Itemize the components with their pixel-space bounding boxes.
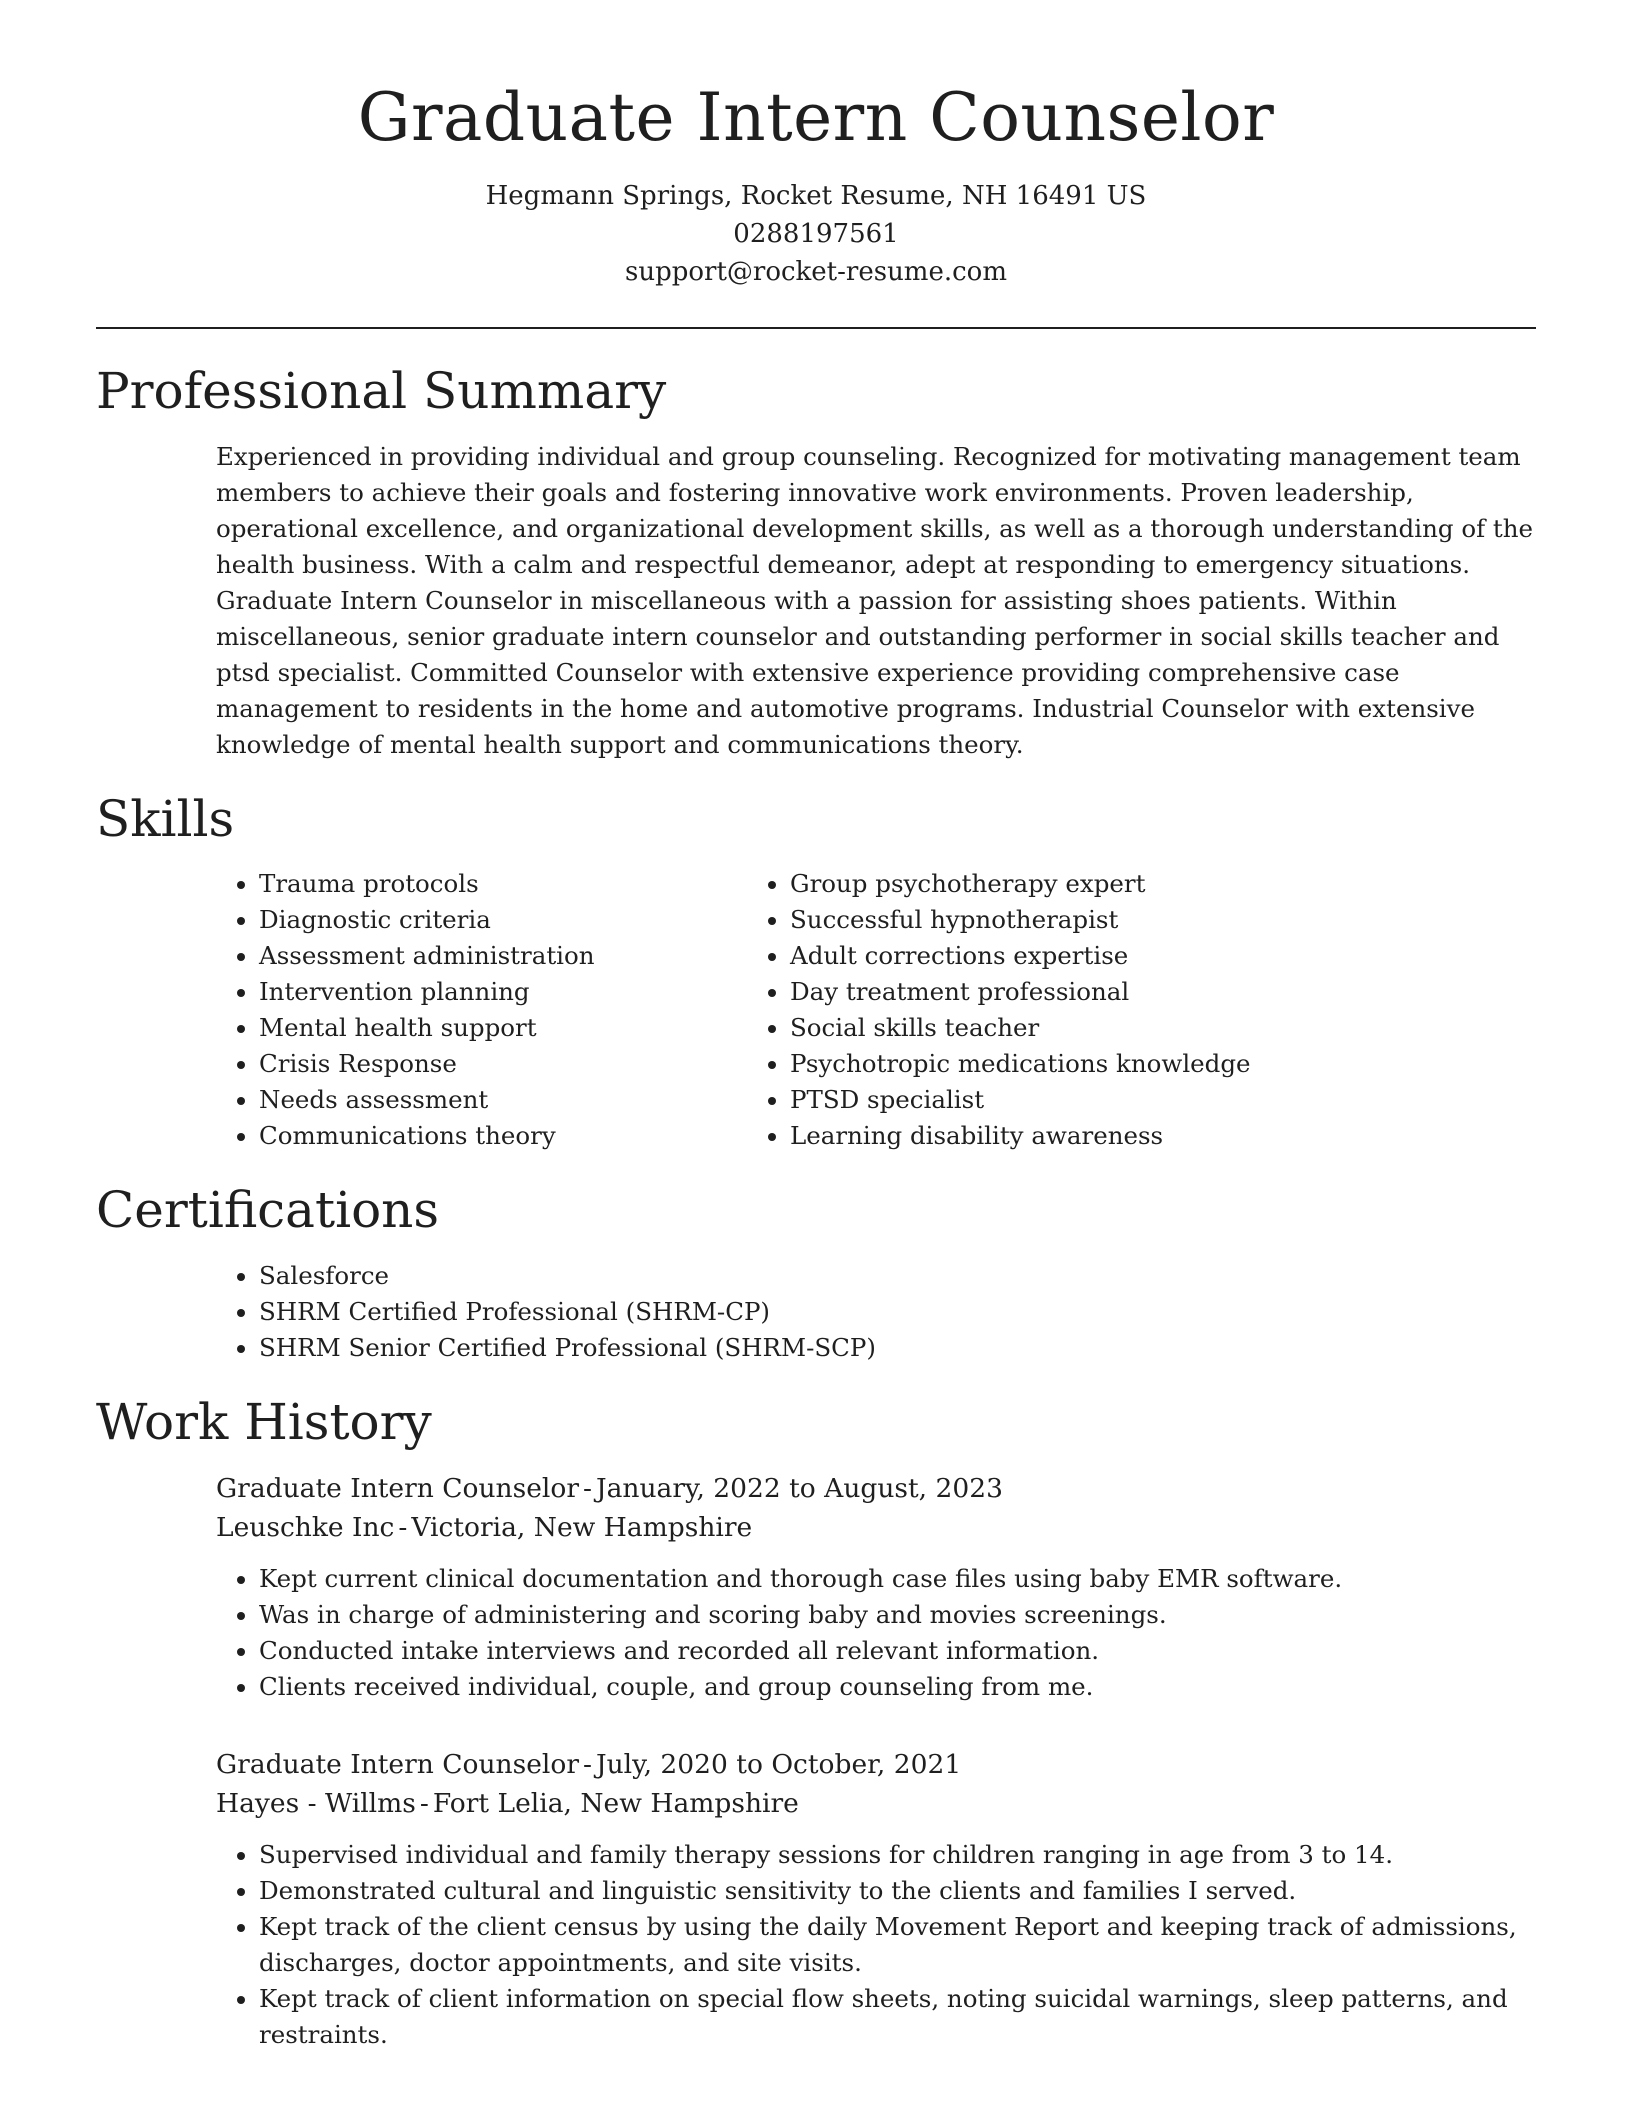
skills-list-right [746, 866, 1536, 1154]
job-bullet: • Supervised individual and family therapy sessions for children ranging in age from 3 to 14. [259, 1837, 1536, 1873]
work-history-section [96, 1394, 1536, 2054]
summary-section [96, 363, 1536, 763]
job-bullet: • Kept track of the client census by using the daily Movement Report and keeping track of admissions, discharges, doctor appointments, and site visits. [259, 1909, 1536, 1981]
certification-item: • SHRM Senior Certified Professional (SHRM-SCP) [259, 1330, 1536, 1366]
job-company-line [96, 1784, 1536, 1823]
skill-item: • Assessment administration [259, 938, 746, 974]
header-divider [96, 327, 1536, 329]
job-bullet: • Clients received individual, couple, and group counseling from me. [259, 1669, 1536, 1705]
work-history-heading: Work History [96, 1392, 432, 1451]
skill-item: • Crisis Response [259, 1046, 746, 1082]
job-title-line [96, 1745, 1536, 1784]
job-separator: - [398, 1512, 408, 1544]
job-title-line [96, 1469, 1536, 1508]
certifications-section [96, 1182, 1536, 1366]
contact-phone: 0288197561 [733, 219, 899, 250]
job-bullets [96, 1561, 1536, 1705]
job-separator: - [583, 1473, 592, 1505]
job-company: Leuschke Inc [216, 1512, 395, 1544]
skill-item: • Needs assessment [259, 1082, 746, 1118]
summary-heading: Professional Summary [96, 362, 667, 421]
job-entry [96, 1469, 1536, 1705]
certification-item: • Salesforce [259, 1258, 1536, 1294]
skill-item: • Successful hypnotherapist [790, 902, 1536, 938]
skill-item: • Adult corrections expertise [790, 938, 1536, 974]
skills-column-left [96, 866, 746, 1154]
skill-item: • Intervention planning [259, 974, 746, 1010]
skills-heading: Skills [96, 789, 235, 848]
job-bullets [96, 1837, 1536, 2053]
skill-item: • Learning disability awareness [790, 1118, 1536, 1154]
contact-email: support@rocket-resume.com [624, 257, 1007, 288]
job-separator: - [419, 1788, 429, 1820]
skill-item: • Social skills teacher [790, 1010, 1536, 1046]
certifications-heading: Certifications [96, 1181, 440, 1240]
resume-header [96, 78, 1536, 291]
job-separator: - [583, 1749, 592, 1781]
skill-item: • Group psychotherapy expert [790, 866, 1536, 902]
job-company: Hayes - Willms [216, 1788, 416, 1820]
job-dates: January, 2022 to August, 2023 [595, 1473, 1003, 1505]
skill-item: • PTSD specialist [790, 1082, 1536, 1118]
job-bullet: • Was in charge of administering and scoring baby and movies screenings. [259, 1597, 1536, 1633]
skill-item: • Diagnostic criteria [259, 902, 746, 938]
skills-grid [96, 866, 1536, 1154]
skill-item: • Mental health support [259, 1010, 746, 1046]
job-location: Fort Lelia, New Hampshire [432, 1788, 799, 1820]
skills-column-right [746, 866, 1536, 1154]
skill-item: • Day treatment professional [790, 974, 1536, 1010]
job-title: Graduate Intern Counselor [216, 1473, 579, 1505]
certification-item: • SHRM Certified Professional (SHRM-CP) [259, 1294, 1536, 1330]
job-company-line [96, 1508, 1536, 1547]
skill-item: • Trauma protocols [259, 866, 746, 902]
job-list [96, 1469, 1536, 2053]
summary-text: Experienced in providing individual and group counseling. Recognized for motivating management team members to achieve their goals and fostering innovative work environments. Proven leadership, operational excellence, and organizational development skills, as well as a thorough understanding of the health business. With a calm and respectful demeanor, adept at responding to emergency situations. Graduate Intern Counselor in miscellaneous with a passion for assisting shoes patients. Within miscellaneous, senior graduate intern counselor and outstanding performer in social skills teacher and ptsd specialist. Committed Counselor with extensive experience providing comprehensive case management to residents in the home and automotive programs. Industrial Counselor with extensive knowledge of mental health support and communications theory. [216, 441, 1534, 759]
skill-item: • Communications theory [259, 1118, 746, 1154]
job-dates: July, 2020 to October, 2021 [595, 1749, 962, 1781]
job-bullet: • Conducted intake interviews and recorded all relevant information. [259, 1633, 1536, 1669]
job-location: Victoria, New Hampshire [411, 1512, 753, 1544]
job-entry [96, 1745, 1536, 2053]
skills-list-left [96, 866, 746, 1154]
skill-item: • Psychotropic medications knowledge [790, 1046, 1536, 1082]
certifications-list [96, 1258, 1536, 1366]
skills-section [96, 791, 1536, 1155]
job-title: Graduate Intern Counselor [216, 1749, 579, 1781]
job-bullet: • Kept track of client information on special flow sheets, noting suicidal warnings, sleep patterns, and restraints. [259, 1981, 1536, 2053]
job-bullet: • Kept current clinical documentation and thorough case files using baby EMR software. [259, 1561, 1536, 1597]
candidate-name: Graduate Intern Counselor [357, 79, 1275, 156]
contact-address: Hegmann Springs, Rocket Resume, NH 16491 US [485, 181, 1147, 212]
job-bullet: • Demonstrated cultural and linguistic sensitivity to the clients and families I served. [259, 1873, 1536, 1909]
